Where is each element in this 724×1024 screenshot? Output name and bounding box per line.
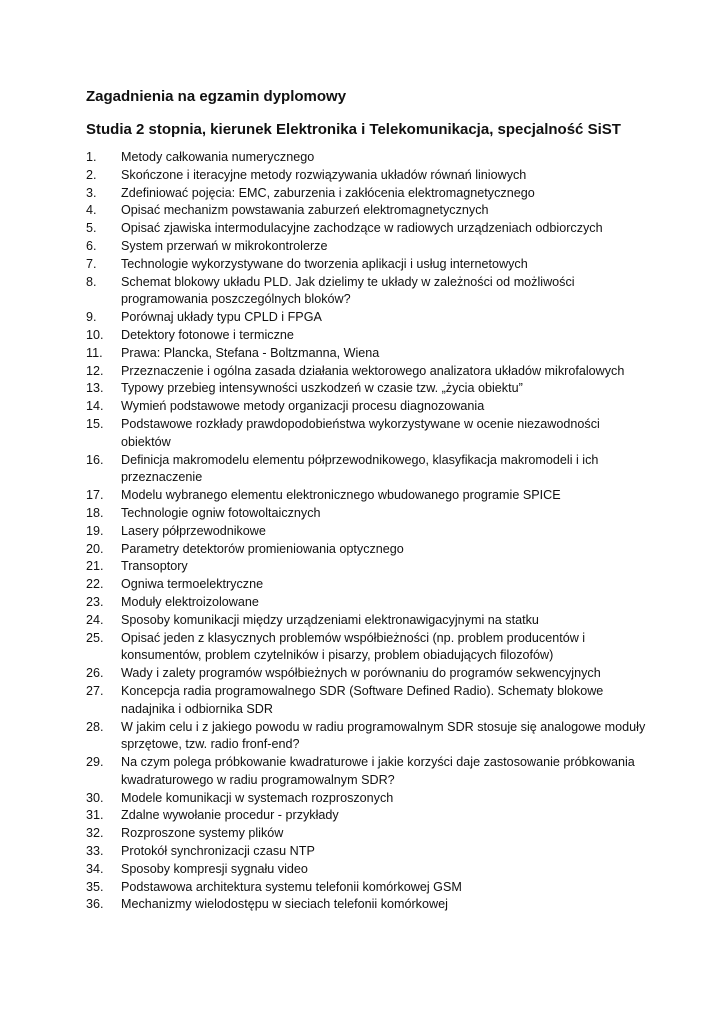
topic-number: 14. <box>86 399 104 414</box>
topic-number: 24. <box>86 612 104 627</box>
topic-number: 36. <box>86 897 104 912</box>
topic-item <box>86 523 646 541</box>
topic-text: Porównaj układy typu CPLD i FPGA <box>121 310 322 325</box>
topic-item <box>86 612 646 630</box>
topic-text: Mechanizmy wielodostępu w sieciach telefonii komórkowej <box>121 897 448 912</box>
topic-item <box>86 380 646 398</box>
topic-text: Protokół synchronizacji czasu NTP <box>121 844 315 859</box>
topic-number: 20. <box>86 541 104 556</box>
topic-number: 12. <box>86 363 104 378</box>
topic-number: 21. <box>86 559 104 574</box>
document-subtitle: Studia 2 stopnia, kierunek Elektronika i Telekomunikacja, specjalność SiST <box>86 121 621 138</box>
topic-text: Rozproszone systemy plików <box>121 826 284 841</box>
topic-item <box>86 825 646 843</box>
topic-item <box>86 345 646 363</box>
topic-item <box>86 238 646 256</box>
topic-text: System przerwań w mikrokontrolerze <box>121 238 328 253</box>
topic-text: Lasery półprzewodnikowe <box>121 523 266 538</box>
topic-item <box>86 683 646 719</box>
topic-text: Opisać mechanizm powstawania zaburzeń elektromagnetycznych <box>121 203 489 218</box>
topic-number: 22. <box>86 577 104 592</box>
topic-item <box>86 576 646 594</box>
topic-number: 27. <box>86 683 104 698</box>
topic-item <box>86 327 646 345</box>
topic-item <box>86 416 646 452</box>
topic-text: Prawa: Plancka, Stefana - Boltzmanna, Wiena <box>121 345 380 360</box>
topic-item <box>86 220 646 238</box>
topic-item <box>86 896 646 914</box>
topic-item <box>86 719 646 755</box>
topic-item <box>86 363 646 381</box>
topic-number: 3. <box>86 185 97 200</box>
topic-number: 15. <box>86 416 104 431</box>
topic-number: 7. <box>86 256 97 271</box>
topic-number: 13. <box>86 381 104 396</box>
topic-text: Podstawowa architektura systemu telefonii komórkowej GSM <box>121 879 462 894</box>
topic-item <box>86 665 646 683</box>
topic-text: Podstawowe rozkłady prawdopodobieństwa wykorzystywane w ocenie niezawodności obiektów <box>121 416 600 449</box>
topic-number: 10. <box>86 327 104 342</box>
topic-item <box>86 558 646 576</box>
topic-number: 2. <box>86 167 97 182</box>
topic-item <box>86 754 646 790</box>
topic-text: Ogniwa termoelektryczne <box>121 577 264 592</box>
topic-number: 6. <box>86 238 97 253</box>
topic-number: 26. <box>86 666 104 681</box>
topic-text: Definicja makromodelu elementu półprzewodnikowego, klasyfikacja makromodeli i ich przeznaczenie <box>121 452 599 485</box>
topic-number: 28. <box>86 719 104 734</box>
topic-number: 9. <box>86 310 97 325</box>
topic-text: Transoptory <box>121 559 188 574</box>
topic-text: W jakim celu i z jakiego powodu w radiu programowalnym SDR stosuje się analogowe moduły sprzętowe, tzw. radio fronf-end? <box>121 719 646 752</box>
topic-item <box>86 185 646 203</box>
topic-number: 16. <box>86 452 104 467</box>
topic-text: Metody całkowania numerycznego <box>121 150 315 164</box>
topic-text: Opisać jeden z klasycznych problemów współbieżności (np. problem producentów i konsumentów, problem czytelników i pisarzy, problem obiadujących filozofów) <box>121 630 586 663</box>
topic-text: Technologie wykorzystywane do tworzenia aplikacji i usług internetowych <box>121 256 528 271</box>
topic-text: Zdefiniować pojęcia: EMC, zaburzenia i zakłócenia elektromagnetycznego <box>121 185 535 200</box>
topic-text: Koncepcja radia programowalnego SDR (Software Defined Radio). Schematy blokowe nadajnika i odbiornika SDR <box>121 683 604 716</box>
topic-number: 25. <box>86 630 104 645</box>
topic-text: Zdalne wywołanie procedur - przykłady <box>121 808 339 823</box>
topic-item <box>86 149 646 167</box>
topic-item <box>86 594 646 612</box>
topic-text: Moduły elektroizolowane <box>121 594 259 609</box>
topic-text: Modelu wybranego elementu elektronicznego wbudowanego programie SPICE <box>121 488 561 503</box>
topic-text: Przeznaczenie i ogólna zasada działania wektorowego analizatora układów mikrofalowych <box>121 363 625 378</box>
topic-number: 1. <box>86 150 97 164</box>
topic-number: 32. <box>86 826 104 841</box>
topic-text: Typowy przebieg intensywności uszkodzeń w czasie tzw. „życia obiektu” <box>121 381 523 396</box>
topic-number: 34. <box>86 861 104 876</box>
topic-number: 17. <box>86 488 104 503</box>
topic-text: Sposoby komunikacji między urządzeniami elektronawigacyjnymi na statku <box>121 612 539 627</box>
topic-text: Detektory fotonowe i termiczne <box>121 327 294 342</box>
topic-text: Schemat blokowy układu PLD. Jak dzielimy te układy w zależności od możliwości programowania poszczególnych bloków? <box>121 274 575 307</box>
topic-item <box>86 505 646 523</box>
topic-item <box>86 452 646 488</box>
topic-number: 19. <box>86 523 104 538</box>
topic-number: 4. <box>86 203 97 218</box>
topic-text: Sposoby kompresji sygnału video <box>121 861 308 876</box>
topic-number: 8. <box>86 274 97 289</box>
topic-text: Opisać zjawiska intermodulacyjne zachodzące w radiowych urządzeniach odbiorczych <box>121 221 603 236</box>
topic-number: 29. <box>86 755 104 770</box>
topic-list <box>86 149 646 914</box>
document-title: Zagadnienia na egzamin dyplomowy <box>86 88 347 105</box>
topic-item <box>86 541 646 559</box>
topic-item <box>86 843 646 861</box>
topic-item <box>86 790 646 808</box>
topic-item <box>86 256 646 274</box>
topic-item <box>86 274 646 310</box>
topic-number: 31. <box>86 808 104 823</box>
topic-text: Parametry detektorów promieniowania optycznego <box>121 541 404 556</box>
topic-number: 23. <box>86 594 104 609</box>
topic-number: 33. <box>86 844 104 859</box>
topic-text: Wady i zalety programów współbieżnych w porównaniu do programów sekwencyjnych <box>121 666 601 681</box>
topic-number: 18. <box>86 505 104 520</box>
topic-item <box>86 398 646 416</box>
topic-item <box>86 807 646 825</box>
topic-text: Skończone i iteracyjne metody rozwiązywania układów równań liniowych <box>121 167 527 182</box>
topic-item <box>86 487 646 505</box>
topic-item <box>86 861 646 879</box>
topic-item <box>86 309 646 327</box>
topic-text: Na czym polega próbkowanie kwadraturowe i jakie korzyści daje zastosowanie próbkowania kwadraturowego w radiu programowalnym SDR? <box>121 755 635 787</box>
topic-number: 11. <box>86 345 103 360</box>
topic-number: 5. <box>86 221 97 236</box>
topic-number: 30. <box>86 790 104 805</box>
topic-item <box>86 630 646 666</box>
topic-item <box>86 202 646 220</box>
topic-text: Wymień podstawowe metody organizacji procesu diagnozowania <box>121 399 485 414</box>
topic-number: 35. <box>86 879 104 894</box>
topic-text: Modele komunikacji w systemach rozproszonych <box>121 790 394 805</box>
topic-item <box>86 167 646 185</box>
topic-text: Technologie ogniw fotowoltaicznych <box>121 505 321 520</box>
topic-item <box>86 879 646 897</box>
